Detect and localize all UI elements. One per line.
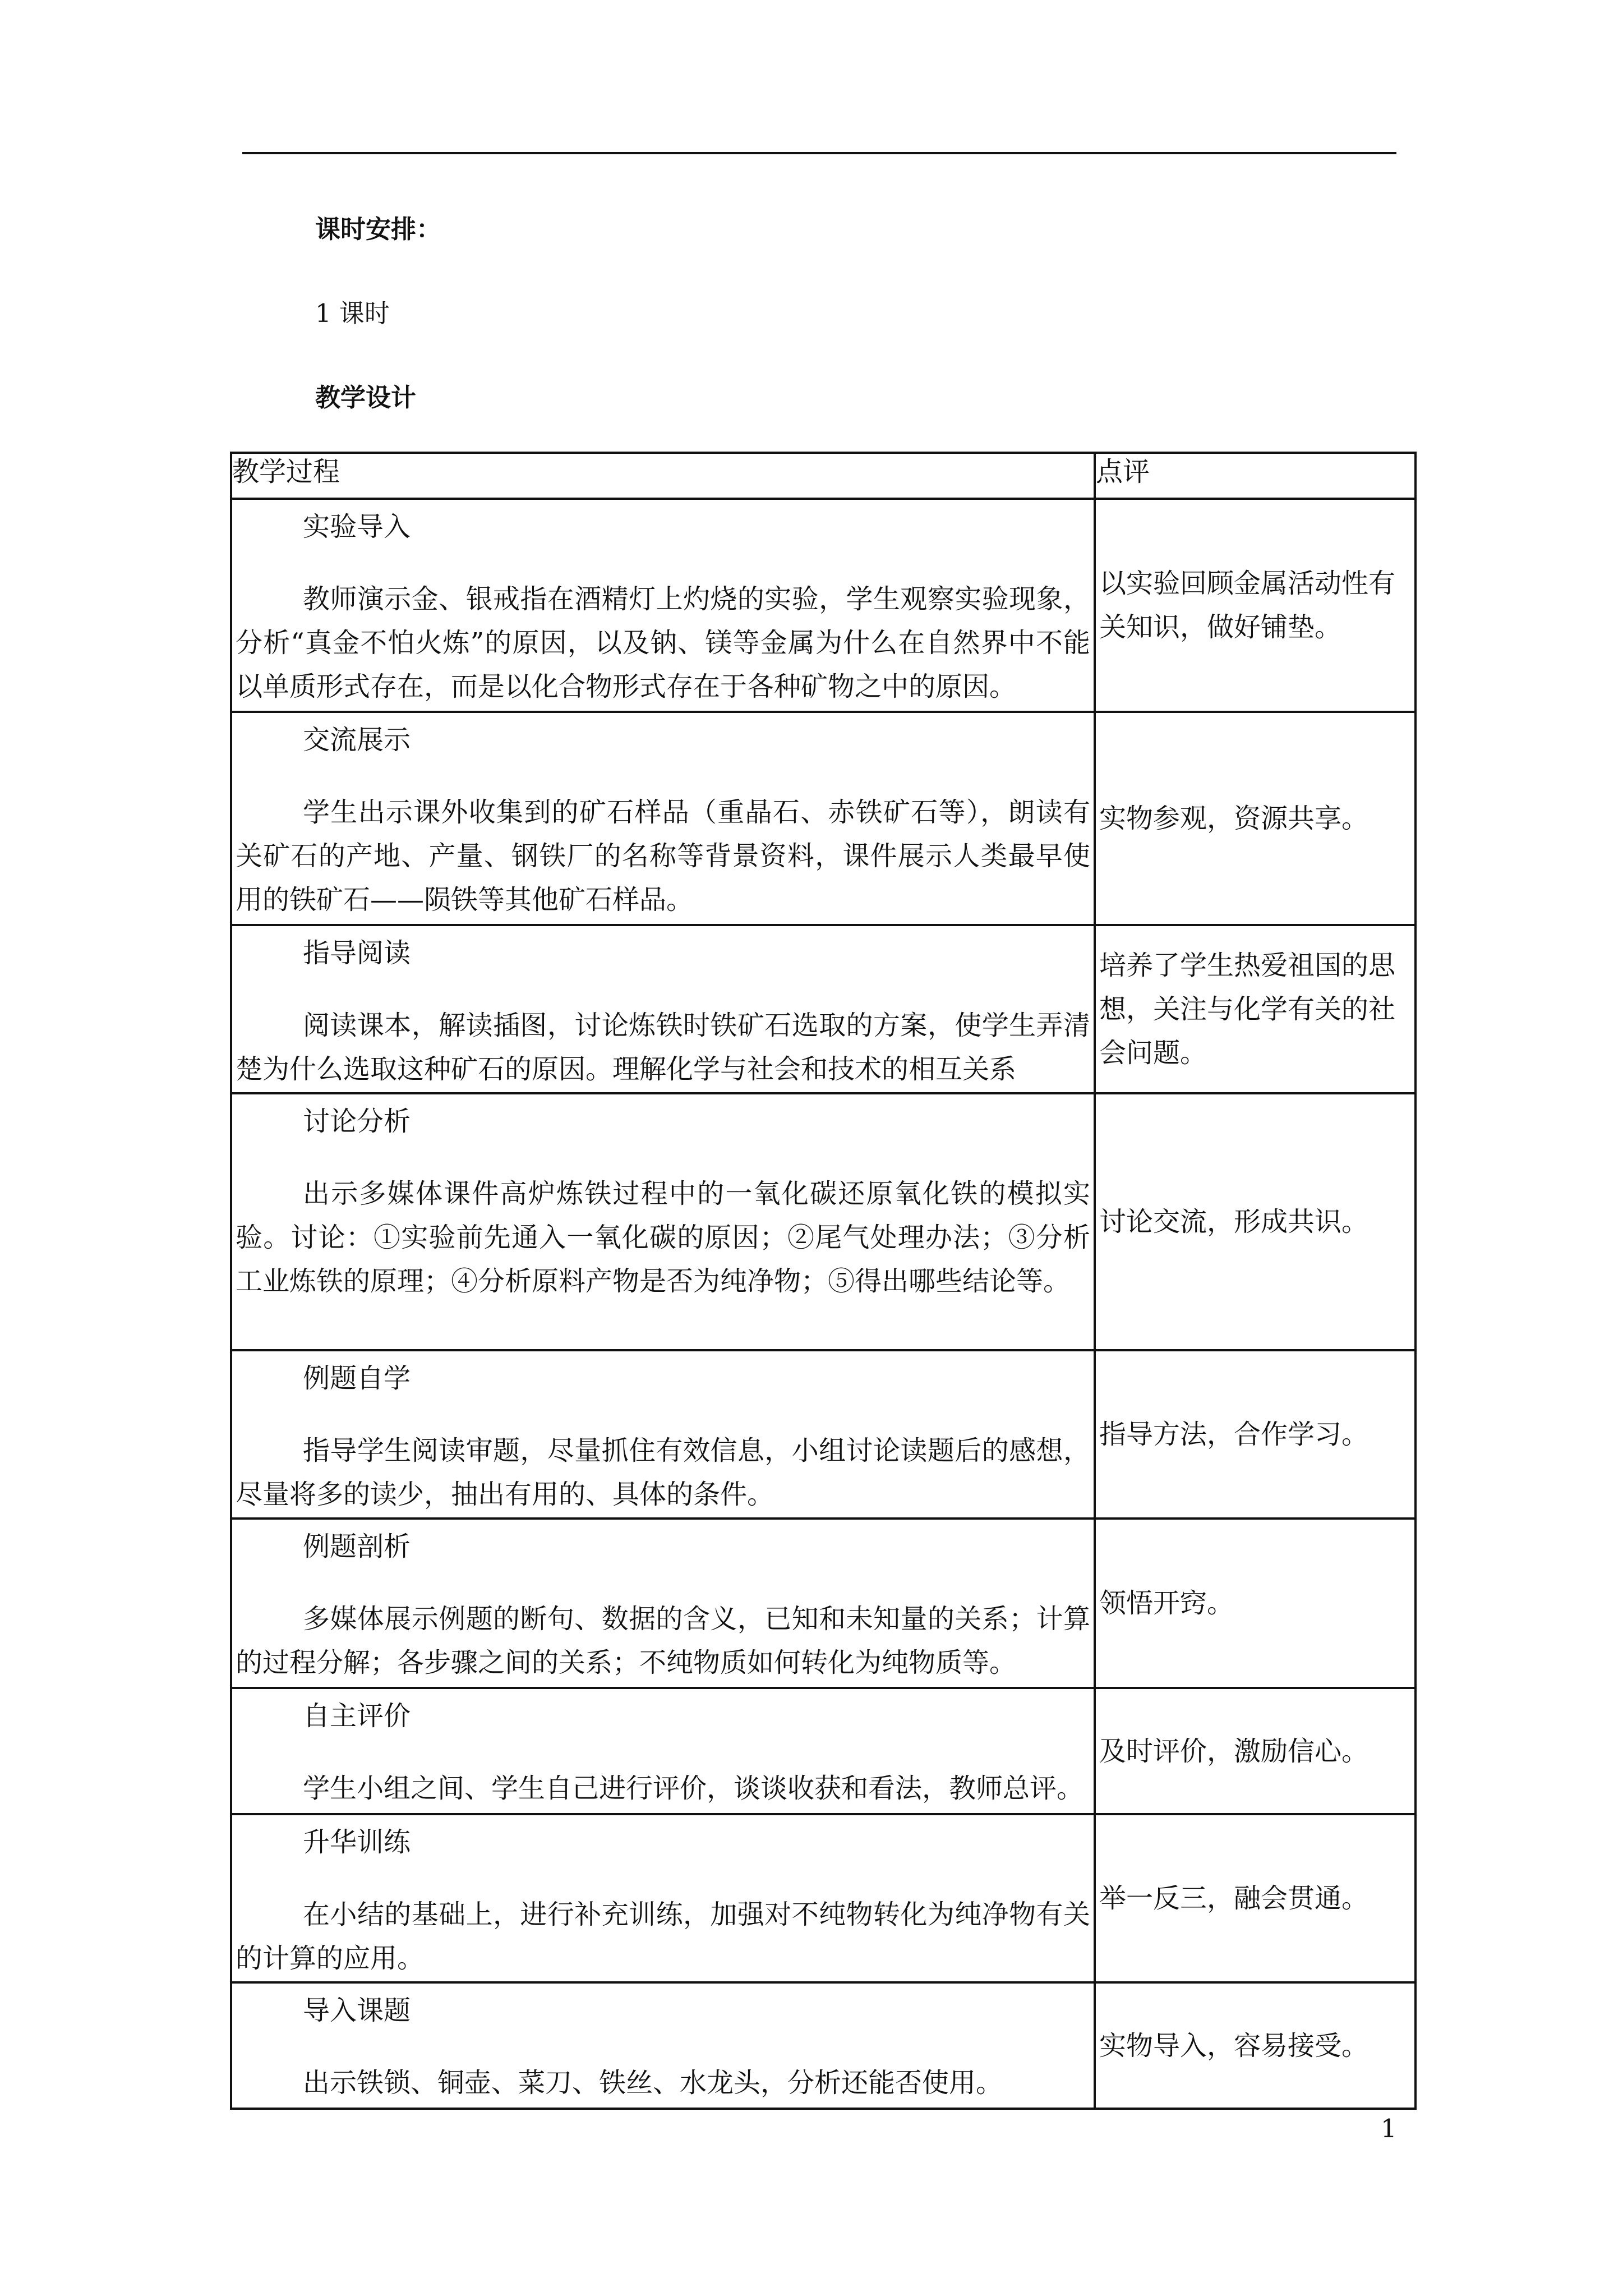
row-comment: 领悟开窍。 <box>1095 1519 1415 1688</box>
row-title: 自主评价 <box>303 1700 411 1732</box>
row-title: 交流展示 <box>303 724 411 756</box>
row-body: 出示多媒体课件高炉炼铁过程中的一氧化碳还原氧化铁的模拟实验。讨论：①实验前先通入一氧化碳的原因；②尾气处理办法；③分析工业炼铁的原理；④分析原料产物是否为纯净物；⑤得出哪些结论等。 <box>236 1178 1090 1297</box>
table-row <box>231 1519 1415 1688</box>
header-process: 教学过程 <box>231 453 1095 499</box>
row-comment: 讨论交流，形成共识。 <box>1095 1093 1415 1350</box>
row-body: 学生出示课外收集到的矿石样品（重晶石、赤铁矿石等），朗读有关矿石的产地、产量、钢铁厂的名称等背景资料，课件展示人类最早使用的铁矿石——陨铁等其他矿石样品。 <box>236 797 1090 915</box>
row-body: 阅读课本，解读插图，讨论炼铁时铁矿石选取的方案，使学生弄清楚为什么选取这种矿石的原因。理解化学与社会和技术的相互关系 <box>236 1010 1090 1085</box>
teaching-design-table <box>230 452 1417 2110</box>
schedule-label: 课时安排： <box>315 214 442 244</box>
table-row <box>231 1688 1415 1814</box>
row-title: 导入课题 <box>303 1995 411 2026</box>
row-comment: 实物参观，资源共享。 <box>1095 712 1415 925</box>
row-comment: 指导方法，合作学习。 <box>1095 1350 1415 1519</box>
table-row <box>231 1814 1415 1982</box>
design-label: 教学设计 <box>315 383 417 412</box>
row-body: 在小结的基础上，进行补充训练，加强对不纯物转化为纯净物有关的计算的应用。 <box>236 1899 1090 1974</box>
row-comment: 及时评价，激励信心。 <box>1095 1688 1415 1814</box>
table-row <box>231 712 1415 925</box>
page-number: 1 <box>1381 2114 1397 2143</box>
row-title: 例题剖析 <box>303 1531 411 1562</box>
header-comment: 点评 <box>1095 453 1415 499</box>
row-comment: 以实验回顾金属活动性有关知识，做好铺垫。 <box>1095 499 1415 712</box>
row-comment: 举一反三，融会贯通。 <box>1095 1814 1415 1982</box>
table-header-row <box>231 453 1415 499</box>
table-row <box>231 499 1415 712</box>
schedule-value: 1 课时 <box>315 298 390 328</box>
table-row <box>231 1982 1415 2109</box>
row-title: 讨论分析 <box>303 1106 411 1137</box>
table-row <box>231 925 1415 1093</box>
row-title: 升华训练 <box>303 1826 411 1858</box>
row-title: 指导阅读 <box>303 937 411 969</box>
row-body: 指导学生阅读审题，尽量抓住有效信息，小组讨论读题后的感想，尽量将多的读少，抽出有用的、具体的条件。 <box>236 1435 1090 1510</box>
table-row <box>231 1350 1415 1519</box>
row-body: 教师演示金、银戒指在酒精灯上灼烧的实验，学生观察实验现象，分析“真金不怕火炼”的原因，以及钠、镁等金属为什么在自然界中不能以单质形式存在，而是以化合物形式存在于各种矿物之中的原因。 <box>236 583 1090 702</box>
row-comment: 实物导入，容易接受。 <box>1095 1982 1415 2109</box>
row-comment: 培养了学生热爱祖国的思想，关注与化学有关的社会问题。 <box>1095 925 1415 1093</box>
row-body: 多媒体展示例题的断句、数据的含义，已知和未知量的关系；计算的过程分解；各步骤之间的关系；不纯物质如何转化为纯物质等。 <box>236 1603 1090 1678</box>
row-title: 例题自学 <box>303 1363 411 1394</box>
row-body: 学生小组之间、学生自己进行评价，谈谈收获和看法，教师总评。 <box>303 1773 1084 1804</box>
row-body: 出示铁锁、铜壶、菜刀、铁丝、水龙头，分析还能否使用。 <box>303 2067 1003 2099</box>
row-title: 实验导入 <box>303 511 411 542</box>
header-rule <box>242 152 1396 154</box>
table-row <box>231 1093 1415 1350</box>
